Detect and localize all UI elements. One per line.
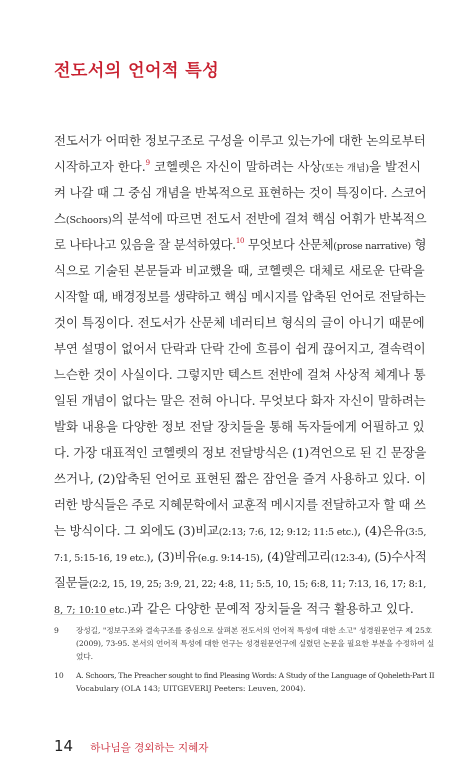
line-text: 코헬렛은 자신이 말하려는 사상	[150, 159, 322, 174]
body-line	[54, 570, 426, 596]
footnotes	[54, 624, 434, 701]
inline-reference: (Schoors)	[65, 215, 112, 226]
body-line	[54, 310, 426, 336]
line-text: 과 같은 다양한 문예적 장치들을 적극 활용하고 있다.	[130, 601, 414, 616]
body-text	[54, 128, 426, 622]
line-text: 전도서가 어떠한 정보구조로 구성을 이루고 있는가에 대한 논의로부터	[54, 133, 426, 148]
line-text: 느슨한 것이 사실이다. 그렇지만 텍스트 전반에 걸쳐 사상적 체계나 통	[54, 367, 426, 382]
line-text: , (3)비유	[150, 549, 198, 564]
inline-reference: (prose narrative)	[333, 241, 411, 252]
body-line	[54, 232, 426, 258]
footnote-line: Vocabulary (OLA 143; UITGEVERIJ Peeters: Leuven, 2004).	[76, 684, 306, 693]
page-footer	[54, 736, 208, 755]
inline-reference: (또는 개념)	[321, 163, 370, 174]
line-text: 것이 특징이다. 전도서가 산문체 네러티브 형식의 글이 아니기 때문에	[54, 315, 425, 330]
footnote-ref: 9	[145, 159, 151, 167]
line-text: 부연 설명이 없어서 단락과 단락 간에 흐름이 쉽게 끊어지고, 결속력이	[54, 341, 426, 356]
line-text: 질문들	[54, 575, 90, 590]
section-heading: 전도서의 언어적 특성	[54, 61, 220, 81]
footnote-divider	[54, 614, 114, 615]
line-text: 일된 개념이 없다는 말은 전혀 아니다. 무엇보다 화자 자신이 말하려는	[54, 393, 426, 408]
body-line	[54, 154, 426, 180]
footnote	[54, 669, 434, 695]
footnote	[54, 624, 434, 663]
body-line	[54, 128, 426, 154]
page-number: 14	[54, 737, 74, 755]
line-text: 는 방식이다. 그 외에도 (3)비교	[54, 523, 219, 538]
line-text: , (5)수사적	[367, 549, 427, 564]
body-line	[54, 596, 426, 622]
inline-reference: 7:1, 5:15-16, 19 etc.)	[54, 553, 151, 564]
body-line	[54, 388, 426, 414]
line-text: 발화 내용을 다양한 정보 전달 장치들을 통해 독자들에게 어필하고 있	[54, 419, 425, 434]
footnote-line: 었다.	[76, 652, 94, 661]
line-text: 러한 방식들은 주로 지혜문학에서 교훈적 메시지를 전달하고자 할 때 쓰	[54, 497, 426, 512]
inline-reference: 8, 7; 10:10 etc.)	[54, 605, 131, 616]
line-text: 쓰거나, (2)압축된 언어로 표현된 짧은 잠언을 즐겨 사용하고 있다. 이	[54, 471, 427, 486]
body-line	[54, 544, 426, 570]
line-text: , (4)알레고리	[259, 549, 331, 564]
line-text: 식으로 기술된 본문들과 비교했을 때, 코헬렛은 대체로 새로운 단락을	[54, 263, 425, 278]
body-line	[54, 362, 426, 388]
footnote-number: 9	[54, 626, 59, 635]
footnote-line: (2009), 73-95. 본서의 언어적 특성에 대한 연구는 성경원문연구에 실렸던 논문을 필요한 부분을 수정하여 실	[76, 639, 435, 648]
inline-reference: (12:3-4)	[330, 553, 368, 564]
line-text: 의 분석에 따르면 전도서 전반에 걸쳐 핵심 어휘가 반복적으	[111, 211, 427, 226]
line-text: 무엇보다 산문체	[244, 237, 334, 252]
line-text: 시작할 때, 배경정보를 생략하고 핵심 메시지를 압축된 언어로 전달하는	[54, 289, 426, 304]
footnote-line: 장성길, "정보구조와 결속구조를 중심으로 살펴본 전도서의 언어적 특성에 대한 소고" 성경원문연구 제 25호	[76, 626, 433, 635]
body-line	[54, 440, 426, 466]
body-line	[54, 258, 426, 284]
line-text: 다. 가장 대표적인 코헬렛의 정보 전달방식은 (1)격언으로 된 긴 문장을	[54, 445, 427, 460]
body-line	[54, 492, 426, 518]
line-text: , (4)은유	[357, 523, 406, 538]
line-text: 을 발전시	[369, 159, 421, 174]
footnote-number: 10	[54, 671, 64, 680]
line-text: 형	[410, 237, 427, 252]
line-text: 로 나타나고 있음을 잘 분석하였다.	[54, 237, 236, 252]
inline-reference: (2:13; 7:6, 12; 9:12; 11:5 etc.)	[218, 527, 358, 538]
body-line	[54, 284, 426, 310]
body-line	[54, 414, 426, 440]
book-title: 하나님을 경외하는 지혜자	[90, 742, 209, 754]
footnote-line: A. Schoors, The Preacher sought to find Pleasing Words: A Study of the Language of Qoheleth-Part II	[76, 671, 435, 680]
inline-reference: (e.g. 9:14-15)	[197, 553, 260, 564]
body-line	[54, 336, 426, 362]
body-line	[54, 466, 426, 492]
line-text: 시작하고자 한다.	[54, 159, 146, 174]
body-line	[54, 518, 426, 544]
inline-reference: (2:2, 15, 19, 25; 3:9, 21, 22; 4:8, 11; 5:5, 10, 15; 6:8, 11; 7:13, 16, 17; 8:1,	[89, 579, 426, 590]
line-text: 스	[54, 211, 66, 226]
line-text: 켜 나갈 때 그 중심 개념을 반복적으로 표현하는 것이 특징이다. 스코어	[54, 185, 427, 200]
inline-reference: (3:5,	[405, 527, 427, 538]
body-line	[54, 206, 426, 232]
body-line	[54, 180, 426, 206]
footnote-ref: 10	[235, 237, 245, 245]
